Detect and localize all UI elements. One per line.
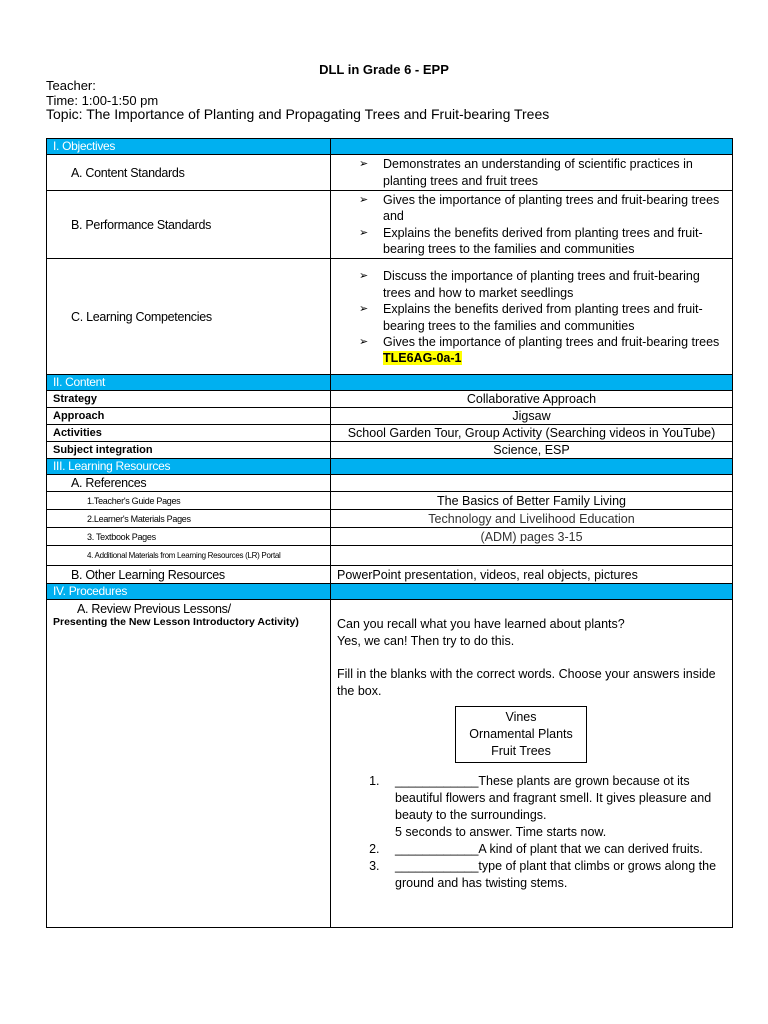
other-resources-row bbox=[47, 566, 733, 584]
section-heading: II. Content bbox=[47, 375, 331, 391]
competency-item: ➢ Gives the importance of planting trees and fruit-bearing trees bbox=[337, 334, 726, 351]
content-row bbox=[47, 408, 733, 425]
references-row bbox=[47, 475, 733, 492]
content-standards-row bbox=[47, 155, 733, 191]
activities-label: Activities bbox=[47, 425, 331, 442]
additional-materials-label: 4. Additional Materials from Learning Resources (LR) Portal bbox=[47, 546, 331, 566]
reference-row bbox=[47, 528, 733, 546]
teachers-guide-value: The Basics of Better Family Living bbox=[331, 492, 733, 510]
strategy-label: Strategy bbox=[47, 391, 331, 408]
subject-integration-label: Subject integration bbox=[47, 442, 331, 459]
choices-box bbox=[455, 706, 587, 763]
instruction-text: Fill in the blanks with the correct words. Choose your answers inside the box. bbox=[337, 667, 716, 698]
timer-note: 5 seconds to answer. Time starts now. bbox=[395, 825, 607, 839]
reference-row bbox=[47, 492, 733, 510]
additional-materials-value bbox=[331, 546, 733, 566]
content-row bbox=[47, 425, 733, 442]
competency-code: TLE6AG-0a-1 bbox=[383, 350, 462, 365]
learning-competencies-label: C. Learning Competencies bbox=[47, 259, 331, 375]
references-label: A. References bbox=[47, 475, 331, 492]
competency-item: ➢ Explains the benefits derived from planting trees and fruit-bearing trees to the families and communities bbox=[337, 301, 726, 334]
reference-row bbox=[47, 510, 733, 528]
question-list bbox=[337, 773, 726, 892]
section-objectives bbox=[47, 139, 733, 155]
choice-item: Ornamental Plants bbox=[469, 727, 573, 741]
intro-question: Can you recall what you have learned about plants? bbox=[337, 617, 625, 631]
review-sublabel: Presenting the New Lesson Introductory Activity) bbox=[53, 616, 299, 628]
performance-standard-item: ➢ Gives the importance of planting trees and fruit-bearing trees and bbox=[337, 192, 726, 225]
review-label: A. Review Previous Lessons/ bbox=[77, 602, 231, 616]
performance-standards-row bbox=[47, 191, 733, 259]
question-text: ____________A kind of plant that we can derived fruits. bbox=[395, 842, 703, 856]
procedure-row bbox=[47, 600, 733, 928]
reference-row bbox=[47, 546, 733, 566]
dll-table bbox=[46, 138, 733, 928]
section-heading: IV. Procedures bbox=[47, 584, 331, 600]
question-item bbox=[383, 841, 726, 858]
time-line: Time: 1:00-1:50 pm bbox=[46, 93, 159, 108]
document-title: DLL in Grade 6 - EPP bbox=[319, 62, 449, 77]
subject-integration-value: Science, ESP bbox=[331, 442, 733, 459]
choice-item: Fruit Trees bbox=[491, 744, 551, 758]
learners-materials-value: Technology and Livelihood Education bbox=[331, 510, 733, 528]
topic-line: Topic: The Importance of Planting and Propagating Trees and Fruit-bearing Trees bbox=[46, 106, 550, 122]
content-row bbox=[47, 391, 733, 408]
question-text: ____________These plants are grown because ot its beautiful flowers and fragrant smell. It gives pleasure and beauty to the surroundings. bbox=[395, 774, 712, 822]
performance-standard-item: ➢ Explains the benefits derived from planting trees and fruit-bearing trees to the families and communities bbox=[337, 225, 726, 258]
section-heading: I. Objectives bbox=[47, 139, 331, 155]
competency-item: ➢ Discuss the importance of planting trees and fruit-bearing trees and how to market seedlings bbox=[337, 268, 726, 301]
content-row bbox=[47, 442, 733, 459]
content-standards-label: A. Content Standards bbox=[47, 155, 331, 191]
content-standard-item: ➢ Demonstrates an understanding of scientific practices in planting trees and fruit trees bbox=[337, 156, 726, 189]
choice-item: Vines bbox=[505, 710, 537, 724]
question-item bbox=[383, 858, 726, 892]
other-resources-value: PowerPoint presentation, videos, real objects, pictures bbox=[331, 566, 733, 584]
intro-answer: Yes, we can! Then try to do this. bbox=[337, 634, 515, 648]
learners-materials-label: 2.Learner's Materials Pages bbox=[47, 510, 331, 528]
approach-value: Jigsaw bbox=[331, 408, 733, 425]
strategy-value: Collaborative Approach bbox=[331, 391, 733, 408]
question-item bbox=[383, 773, 726, 841]
performance-standards-label: B. Performance Standards bbox=[47, 191, 331, 259]
section-procedures bbox=[47, 584, 733, 600]
learning-competencies-row bbox=[47, 259, 733, 375]
question-text: ____________type of plant that climbs or grows along the ground and has twisting stems. bbox=[395, 859, 717, 890]
section-learning-resources bbox=[47, 459, 733, 475]
other-resources-label: B. Other Learning Resources bbox=[47, 566, 331, 584]
textbook-pages-label: 3. Textbook Pages bbox=[47, 528, 331, 546]
approach-label: Approach bbox=[47, 408, 331, 425]
teachers-guide-label: 1.Teacher's Guide Pages bbox=[47, 492, 331, 510]
textbook-pages-value: (ADM) pages 3-15 bbox=[331, 528, 733, 546]
section-content bbox=[47, 375, 733, 391]
activities-value: School Garden Tour, Group Activity (Searching videos in YouTube) bbox=[331, 425, 733, 442]
teacher-line: Teacher: bbox=[46, 78, 96, 93]
section-heading: III. Learning Resources bbox=[47, 459, 331, 475]
